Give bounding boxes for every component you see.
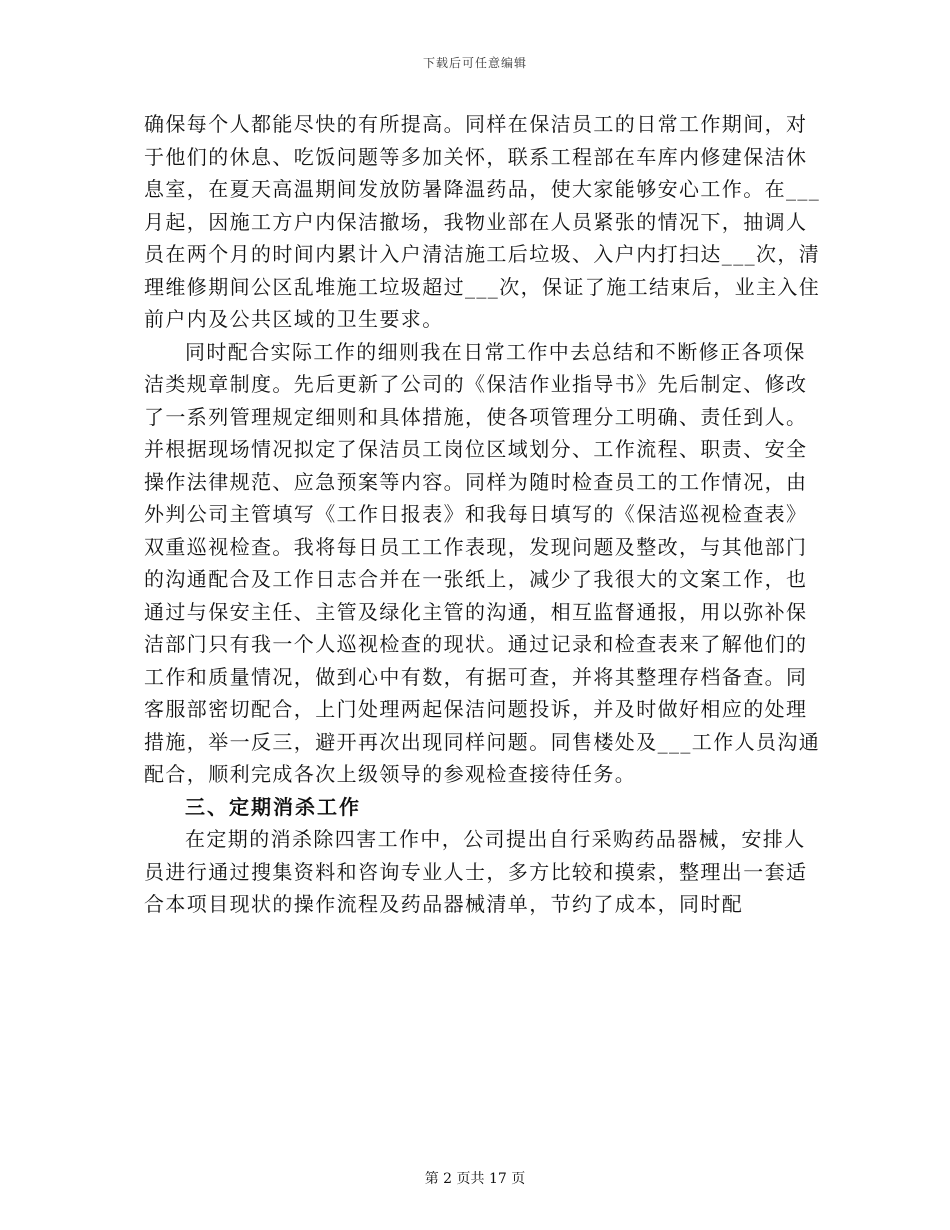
section-heading-pest-control: 三、定期消杀工作 <box>185 794 361 819</box>
paragraph-pest-control: 在定期的消杀除四害工作中，公司提出自行采购药品器械，安排人员进行通过搜集资料和咨询专业人士，多方比较和摸索，整理出一套适合本项目现状的操作流程及药品器械清单，节约了成本，同时配 <box>144 827 808 916</box>
page-number: 第 2 页共 17 页 <box>424 1171 526 1187</box>
paragraph-regulations: 同时配合实际工作的细则我在日常工作中去总结和不断修正各项保洁类规章制度。先后更新了公司的《保洁作业指导书》先后制定、修改了一系列管理规定细则和具体措施，使各项管理分工明确、责任到人。并根据现场情况拟定了保洁员工岗位区域划分、工作流程、职责、安全操作法律规范、应急预案等内容。同样为随时检查员工的工作情况，由外判公司主管填写《工作日报表》和我每日填写的《保洁巡视检查表》双重巡视检查。我将每日员工工作表现，发现问题及整改，与其他部门的沟通配合及工作日志合并在一张纸上，减少了我很大的文案工作，也通过与保安主任、主管及绿化主管的沟通，相互监督通报，用以弥补保洁部门只有我一个人巡视检查的现状。通过记录和检查表来了解他们的工作和质量情况，做到心中有数，有据可查，并将其整理存档备查。同客服部密切配合，上门处理两起保洁问题投诉，并及时做好相应的处理措施，举一反三，避开再次出现同样问题。同售楼处及___工作人员沟通配合，顺利完成各次上级领导的参观检查接待任务。 <box>144 339 821 786</box>
document-body <box>144 108 824 921</box>
page-header: 下载后可任意编辑 <box>422 56 527 70</box>
paragraph-staff-care: 确保每个人都能尽快的有所提高。同样在保洁员工的日常工作期间，对于他们的休息、吃饭问题等多加关怀，联系工程部在车库内修建保洁休息室，在夏天高温期间发放防暑降温药品，使大家能够安心工作。在___月起，因施工方户内保洁撤场，我物业部在人员紧张的情况下，抽调人员在两个月的时间内累计入户清洁施工后垃圾、入户内打扫达___次，清理维修期间公区乱堆施工垃圾超过___次，保证了施工结束后，业主入住前户内及公共区域的卫生要求。 <box>144 112 821 331</box>
